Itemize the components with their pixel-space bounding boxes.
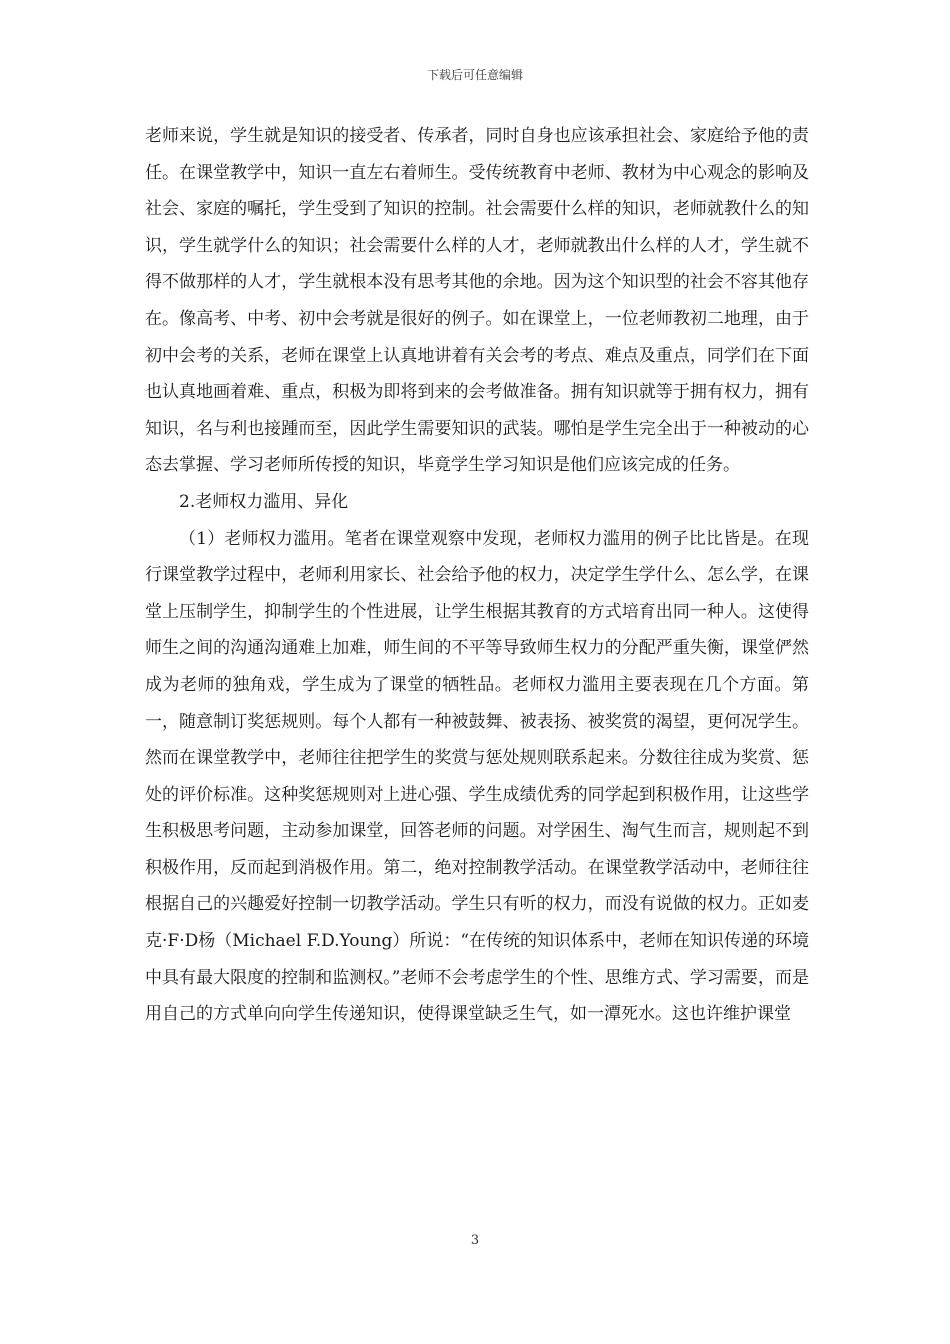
document-body — [145, 118, 809, 1033]
section-heading: 2.老师权力滥用、异化 — [179, 491, 349, 512]
paragraph-continuation: 老师来说，学生就是知识的接受者、传承者，同时自身也应该承担社会、家庭给予他的责任。在课堂教学中，知识一直左右着师生。受传统教育中老师、教材为中心观念的影响及社会、家庭的嘱托，学生受到了知识的控制。社会需要什么样的知识，老师就教什么的知识，学生就学什么的知识；社会需要什么样的人才，老师就教出什么样的人才，学生就不得不做那样的人才，学生就根本没有思考其他的余地。因为这个知识型的社会不容其他存在。像高考、中考、初中会考就是很好的例子。如在课堂上，一位老师教初二地理，由于初中会考的关系，老师在课堂上认真地讲着有关会考的考点、难点及重点，同学们在下面也认真地画着难、重点，积极为即将到来的会考做准备。拥有知识就等于拥有权力，拥有知识，名与利也接踵而至，因此学生需要知识的武装。哪怕是学生完全出于一种被动的心态去掌握、学习老师所传授的知识，毕竟学生学习知识是他们应该完成的任务。 — [145, 126, 809, 476]
page-header: 下载后可任意编辑 — [426, 68, 523, 82]
page-number: 3 — [470, 1233, 480, 1248]
paragraph-teacher-power-abuse: （1）老师权力滥用。笔者在课堂观察中发现，老师权力滥用的例子比比皆是。在现行课堂教学过程中，老师利用家长、社会给予他的权力，决定学生学什么、怎么学，在课堂上压制学生，抑制学生的个性进展，让学生根据其教育的方式培育出同一种人。这使得师生之间的沟通沟通难上加难，师生间的不平等导致师生权力的分配严重失衡，课堂俨然成为老师的独角戏，学生成为了课堂的牺牲品。老师权力滥用主要表现在几个方面。第一，随意制订奖惩规则。每个人都有一种被鼓舞、被表扬、被奖赏的渴望，更何况学生。然而在课堂教学中，老师往往把学生的奖赏与惩处规则联系起来。分数往往成为奖赏、惩处的评价标准。这种奖惩规则对上进心强、学生成绩优秀的同学起到积极作用，让这些学生积极思考问题，主动参加课堂，回答老师的问题。对学困生、淘气生而言，规则起不到积极作用，反而起到消极作用。第二，绝对控制教学活动。在课堂教学活动中，老师往往根据自己的兴趣爱好控制一切教学活动。学生只有听的权力，而没有说做的权力。正如麦克·F·D杨（Michael F.D.Young）所说：“在传统的知识体系中，老师在知识传递的环境中具有最大限度的控制和监测权。”老师不会考虑学生的个性、思维方式、学习需要，而是用自己的方式单向向学生传递知识，使得课堂缺乏生气，如一潭死水。这也许维护课堂 — [145, 528, 810, 1025]
